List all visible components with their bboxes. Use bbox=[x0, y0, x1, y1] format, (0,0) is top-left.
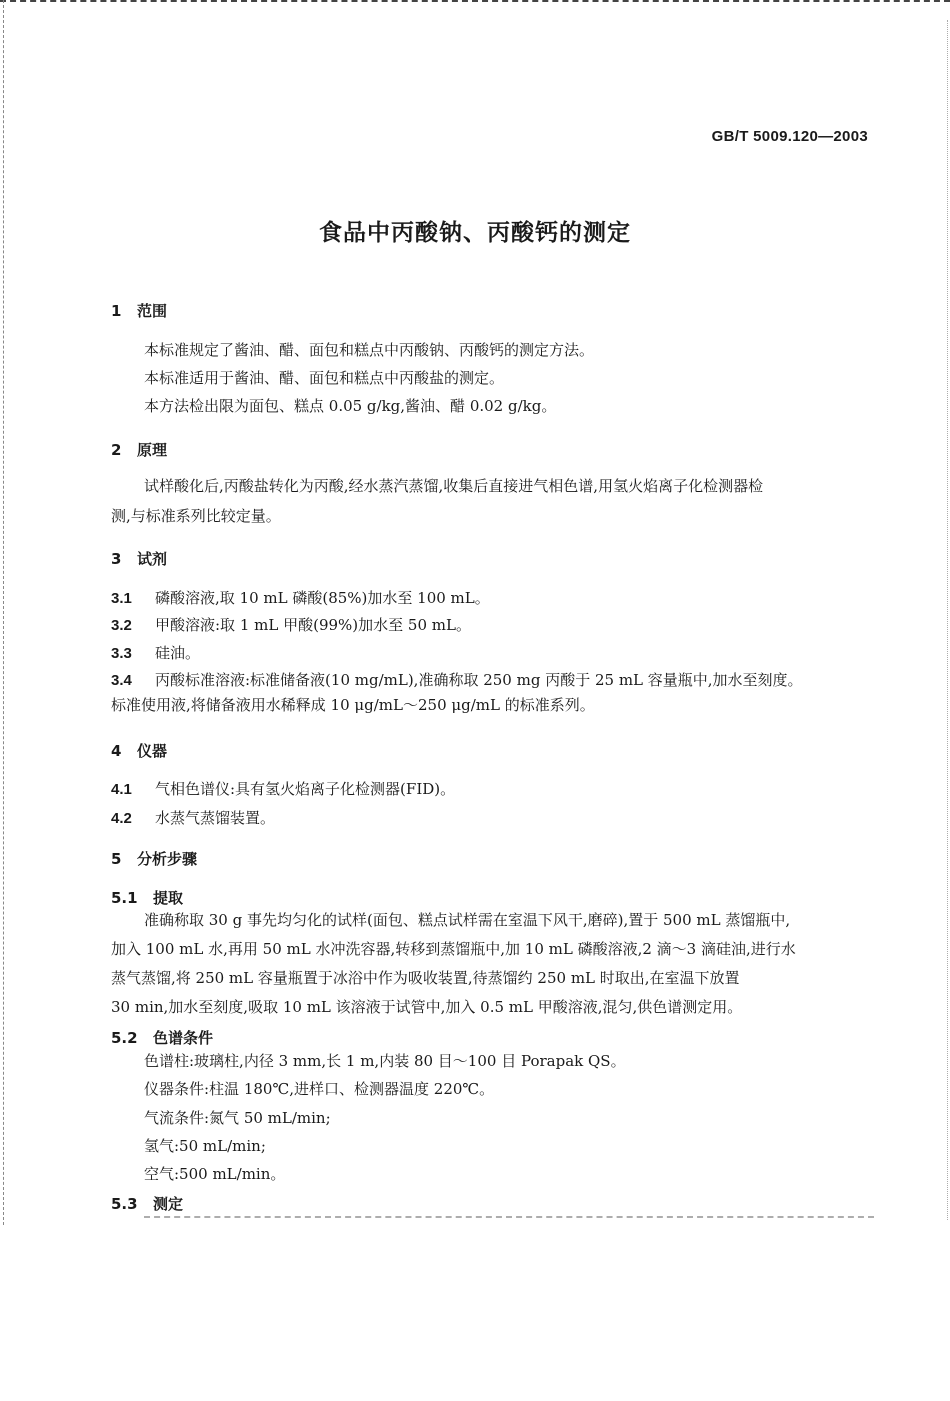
clause-3-3 bbox=[111, 642, 200, 663]
clause-3-1 bbox=[111, 587, 490, 608]
clause-text: 甲酸溶液:取 1 mL 甲酸(99%)加水至 50 mL。 bbox=[155, 616, 471, 634]
section-4-heading bbox=[111, 740, 167, 761]
section-title: 原理 bbox=[137, 441, 168, 459]
paragraph-line: 标准使用液,将储备液用水稀释成 10 μg/mL～250 μg/mL 的标准系列。 bbox=[111, 696, 595, 714]
paragraph-line: 试样酸化后,丙酸盐转化为丙酸,经水蒸汽蒸馏,收集后直接进气相色谱,用氢火焰离子化检测器检 bbox=[144, 477, 764, 495]
section-title: 试剂 bbox=[137, 550, 168, 568]
section-5-heading bbox=[111, 848, 197, 869]
clause-number: 4.2 bbox=[111, 810, 132, 827]
standard-number: GB/T 5009.120—2003 bbox=[711, 128, 868, 145]
section-number: 2 bbox=[111, 441, 122, 459]
paragraph-line: 空气:500 mL/min。 bbox=[144, 1165, 286, 1183]
paragraph-line: 气流条件:氮气 50 mL/min; bbox=[144, 1109, 331, 1127]
paragraph-line: 色谱柱:玻璃柱,内径 3 mm,长 1 m,内装 80 目～100 目 Porapak QS。 bbox=[144, 1052, 626, 1070]
subsection-title: 提取 bbox=[153, 889, 184, 907]
paragraph: 本标准规定了酱油、醋、面包和糕点中丙酸钠、丙酸钙的测定方法。 bbox=[144, 341, 595, 359]
clause-number: 4.1 bbox=[111, 781, 132, 798]
paragraph: 本方法检出限为面包、糕点 0.05 g/kg,酱油、醋 0.02 g/kg。 bbox=[144, 397, 557, 415]
paragraph-line: 氢气:50 mL/min; bbox=[144, 1137, 266, 1155]
clause-text: 磷酸溶液,取 10 mL 磷酸(85%)加水至 100 mL。 bbox=[155, 589, 490, 607]
section-title: 范围 bbox=[137, 302, 168, 320]
paragraph-line: 测,与标准系列比较定量。 bbox=[111, 507, 281, 525]
subsection-title: 测定 bbox=[153, 1195, 184, 1213]
clause-number: 3.1 bbox=[111, 590, 132, 607]
section-number: 4 bbox=[111, 742, 122, 760]
clause-3-4 bbox=[111, 669, 803, 690]
section-title: 分析步骤 bbox=[137, 850, 198, 868]
clause-text: 硅油。 bbox=[155, 644, 201, 662]
clause-number: 3.4 bbox=[111, 672, 132, 689]
clause-number: 3.2 bbox=[111, 617, 132, 634]
truncated-text-line bbox=[144, 1216, 874, 1227]
clause-4-2 bbox=[111, 807, 275, 828]
clause-4-1 bbox=[111, 778, 455, 799]
clause-text: 气相色谱仪:具有氢火焰离子化检测器(FID)。 bbox=[155, 780, 456, 798]
scan-top-edge bbox=[0, 0, 950, 4]
clause-number: 3.3 bbox=[111, 645, 132, 662]
paragraph-line: 准确称取 30 g 事先均匀化的试样(面包、糕点试样需在室温下风干,磨碎),置于 500 mL 蒸馏瓶中, bbox=[144, 911, 791, 929]
paragraph: 本标准适用于酱油、醋、面包和糕点中丙酸盐的测定。 bbox=[144, 369, 505, 387]
section-number: 1 bbox=[111, 302, 122, 320]
scan-right-edge bbox=[945, 20, 948, 1220]
section-1-heading bbox=[111, 300, 167, 321]
section-number: 3 bbox=[111, 550, 122, 568]
section-3-heading bbox=[111, 548, 167, 569]
subsection-5-2-heading bbox=[111, 1027, 213, 1048]
paragraph-line: 30 min,加水至刻度,吸取 10 mL 该溶液于试管中,加入 0.5 mL 甲酸溶液,混匀,供色谱测定用。 bbox=[111, 998, 743, 1016]
clause-number: 5.2 bbox=[111, 1029, 138, 1047]
paragraph-line: 加入 100 mL 水,再用 50 mL 水冲洗容器,转移到蒸馏瓶中,加 10 mL 磷酸溶液,2 滴～3 滴硅油,进行水 bbox=[111, 940, 796, 958]
clause-3-2 bbox=[111, 614, 471, 635]
paragraph-line: 蒸气蒸馏,将 250 mL 容量瓶置于冰浴中作为吸收装置,待蒸馏约 250 mL 时取出,在室温下放置 bbox=[111, 969, 740, 987]
section-title: 仪器 bbox=[137, 742, 168, 760]
subsection-5-1-heading bbox=[111, 887, 183, 908]
clause-number: 5.3 bbox=[111, 1195, 138, 1213]
subsection-title: 色谱条件 bbox=[153, 1029, 214, 1047]
section-2-heading bbox=[111, 439, 167, 460]
section-number: 5 bbox=[111, 850, 122, 868]
clause-text: 丙酸标准溶液:标准储备液(10 mg/mL),准确称取 250 mg 丙酸于 25 mL 容量瓶中,加水至刻度。 bbox=[155, 671, 803, 689]
scan-left-edge bbox=[3, 0, 6, 1225]
clause-number: 5.1 bbox=[111, 889, 138, 907]
paragraph-line: 仪器条件:柱温 180℃,进样口、检测器温度 220℃。 bbox=[144, 1080, 495, 1098]
clause-text: 水蒸气蒸馏装置。 bbox=[155, 809, 276, 827]
document-title: 食品中丙酸钠、丙酸钙的测定 bbox=[319, 220, 631, 246]
subsection-5-3-heading bbox=[111, 1193, 183, 1214]
